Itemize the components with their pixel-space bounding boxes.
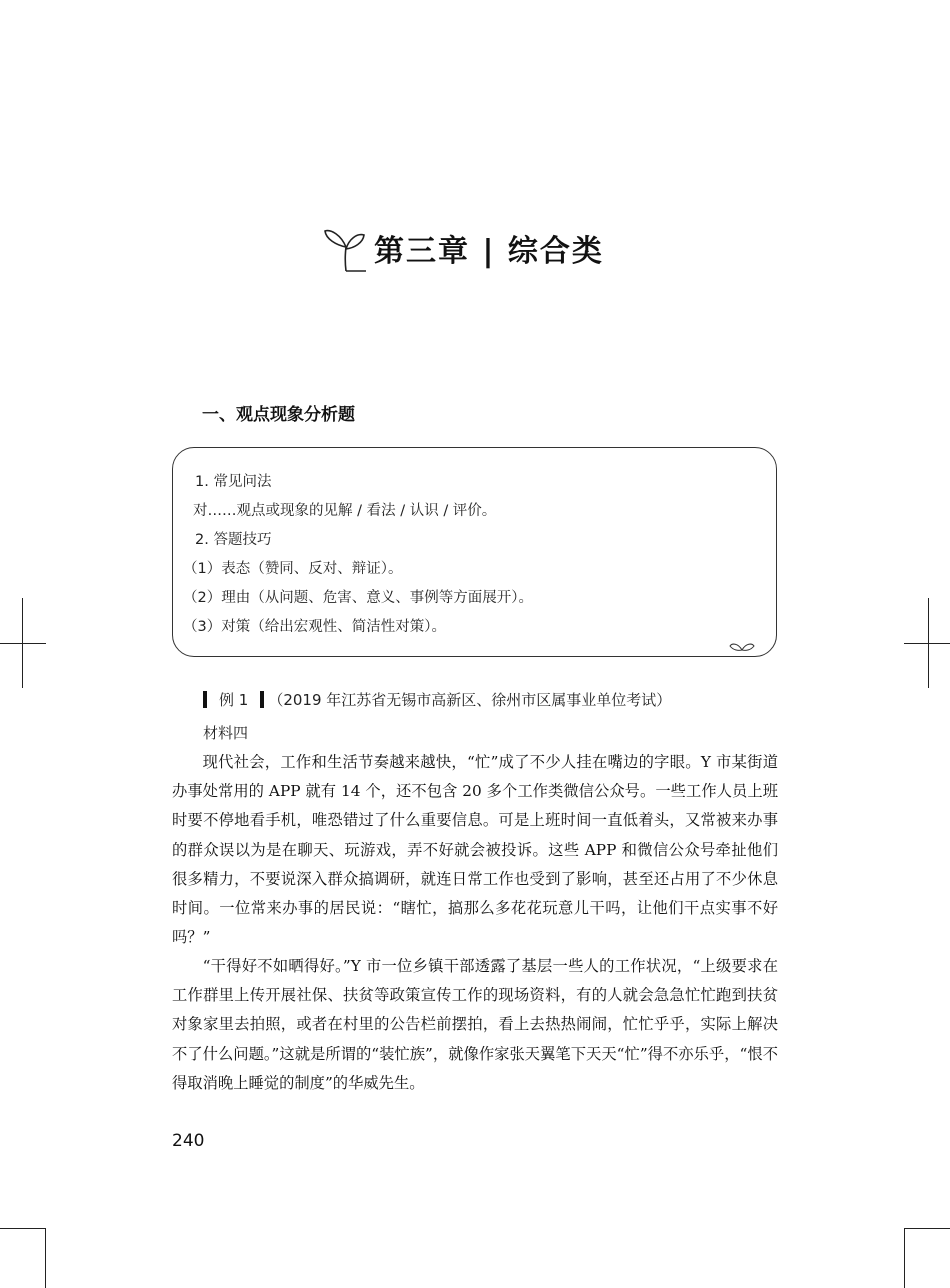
tip-line: （1）表态（赞同、反对、辩证）。 [183, 561, 403, 577]
tip-line: 对……观点或现象的见解 / 看法 / 认识 / 评价。 [193, 503, 497, 519]
bar-marker [260, 691, 264, 708]
crop-mark [45, 1228, 46, 1288]
crop-mark [904, 1228, 950, 1229]
page-number: 240 [172, 1131, 205, 1151]
tip-line: 2. 答题技巧 [195, 532, 272, 548]
crop-mark [0, 1228, 46, 1229]
body-paragraph: “干得好不如晒得好。”Y 市一位乡镇干部透露了基层一些人的工作状况，“上级要求在工作群里上传开展社保、扶贫等政策宣传工作的现场资料，有的人就会急急忙忙跑到扶贫对象家里去拍照，或者在村里的公告栏前摆拍，看上去热热闹闹，忙忙乎乎，实际上解决不了什么问题。”这就是所谓的“装忙族”，就像作家张天翼笔下天天“忙”得不亦乐乎，“恨不得取消晚上睡觉的制度”的华威先生。 [172, 957, 778, 1092]
body-paragraph: 现代社会，工作和生活节奏越来越快，“忙”成了不少人挂在嘴边的字眼。Y 市某街道办事处常用的 APP 就有 14 个，还不包含 20 多个工作类微信公众号。一些工作人员上班时要不停地看手机，唯恐错过了什么重要信息。可是上班时间一直低着头，又常被来办事的群众误以为是在聊天、玩游戏，弄不好就会被投诉。这些 APP 和微信公众号牵扯他们很多精力，不要说深入群众搞调研，就连日常工作也受到了影响，甚至还占用了不少休息时间。一位常来办事的居民说：“瞎忙，搞那么多花花玩意儿干吗，让他们干点实事不好吗？” [172, 753, 778, 947]
tip-line: （3）对策（给出宏观性、简洁性对策）。 [183, 619, 446, 635]
crop-mark [0, 643, 46, 644]
material-label: 材料四 [203, 724, 249, 742]
example-heading [203, 689, 671, 710]
section-heading: 一、观点现象分析题 [202, 405, 355, 425]
tip-line: （2）理由（从问题、危害、意义、事例等方面展开）。 [183, 590, 533, 606]
tip-box [172, 447, 777, 657]
crop-mark [904, 1228, 905, 1288]
chapter-header [322, 218, 604, 278]
crop-mark [22, 598, 23, 688]
example-label: 例 1 [219, 691, 249, 709]
crop-mark [928, 598, 929, 688]
chapter-title: 第三章 | 综合类 [374, 234, 604, 269]
crop-mark [904, 643, 950, 644]
sprout-icon [322, 223, 370, 273]
bar-marker [203, 691, 207, 708]
leaf-icon [729, 640, 755, 654]
tip-line: 1. 常见问法 [195, 474, 272, 490]
example-source: （2019 年江苏省无锡市高新区、徐州市区属事业单位考试） [268, 691, 672, 709]
